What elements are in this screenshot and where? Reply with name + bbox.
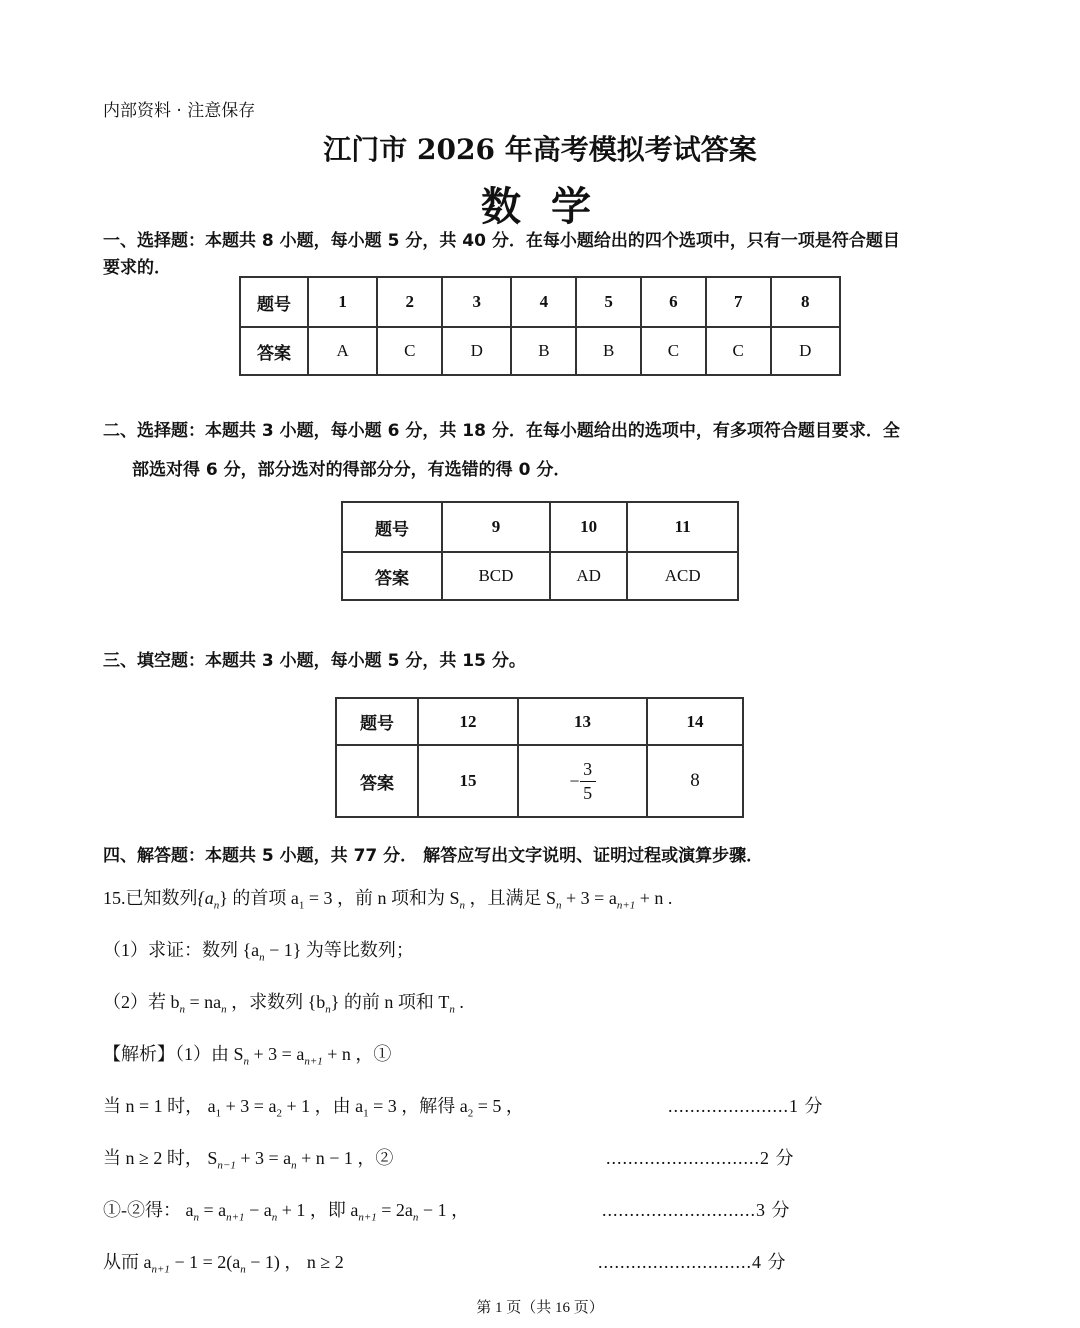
math-sub: n−1 — [217, 1159, 236, 1172]
question-cell: 8 — [771, 277, 840, 327]
solution-text: 【解析】（1）由 S — [103, 1044, 244, 1064]
confidential-notice: 内部资料 · 注意保存 — [103, 101, 256, 121]
problem15-part1 — [103, 936, 414, 964]
header-cell: 题号 — [342, 502, 442, 552]
table-row — [342, 502, 738, 552]
answer-cell: BCD — [442, 552, 550, 600]
section1-heading-cont: 要求的． — [103, 258, 171, 278]
math-sub: 1 — [215, 1107, 222, 1120]
solution-text: = 3 ，解得 a — [368, 1096, 468, 1116]
section2-heading-cont: 部选对得 6 分，部分选对的得部分分，有选错的得 0 分． — [132, 460, 571, 480]
answer-cell: D — [771, 327, 840, 375]
fraction-denominator: 5 — [583, 782, 593, 803]
answer-cell: ACD — [627, 552, 738, 600]
solution-text: = a — [198, 1200, 227, 1220]
math-sub: n — [221, 1003, 227, 1016]
part-text: ，求数列 {b — [226, 992, 326, 1012]
math-sub: n — [240, 1263, 246, 1276]
score-leader: ......................1 分 — [668, 1096, 824, 1116]
table-row — [336, 745, 743, 817]
solution-text: + n − 1 ，② — [296, 1148, 394, 1168]
solution-text: + 1 ，由 a — [281, 1096, 364, 1116]
part-text: − 1} 为等比数列； — [264, 940, 414, 960]
stem-text: = 3 ，前 n 项和为 S — [304, 888, 460, 908]
part-text: （2）若 b — [103, 992, 180, 1012]
page-number: 第 1 页（共 16 页） — [476, 1300, 604, 1316]
math-sub: n — [291, 1159, 297, 1172]
answer-cell: B — [511, 327, 576, 375]
stem-text: 15.已知数列 — [103, 888, 198, 908]
score-label: 2 分 — [760, 1148, 795, 1168]
solution-step1 — [103, 1092, 524, 1120]
part-text: . — [454, 992, 464, 1012]
solution-text: 当 n ≥ 2 时， S — [103, 1148, 218, 1168]
answer-cell: A — [308, 327, 377, 375]
solution-text: 从而 a — [103, 1252, 152, 1272]
solution-step4 — [103, 1248, 344, 1276]
math-sub: n+1 — [358, 1211, 377, 1224]
math-sub: 2 — [276, 1107, 282, 1120]
minus-sign: − — [569, 770, 580, 791]
math-sub: n — [556, 899, 562, 912]
header-cell: 答案 — [342, 552, 442, 600]
part-text: } 的前 n 项和 T — [330, 992, 450, 1012]
math-sub: n — [325, 1003, 331, 1016]
answer-cell: C — [377, 327, 442, 375]
answer-cell: D — [442, 327, 511, 375]
subject-title: 数 学 — [481, 183, 599, 230]
math-sub: n — [459, 899, 466, 912]
problem15-part2 — [103, 988, 464, 1016]
question-cell: 7 — [706, 277, 771, 327]
stem-text: + n . — [635, 888, 673, 908]
solution-text: ①-②得： a — [103, 1200, 194, 1220]
fraction — [580, 760, 596, 803]
header-cell: 答案 — [336, 745, 418, 817]
question-cell: 2 — [377, 277, 442, 327]
math-sub: n — [213, 899, 220, 912]
score-leader: ............................4 分 — [598, 1252, 787, 1272]
math-sub: n+1 — [616, 899, 636, 912]
table-row — [336, 698, 743, 745]
question-cell: 11 — [627, 502, 738, 552]
section2-heading: 二、选择题：本题共 3 小题，每小题 6 分，共 18 分．在每小题给出的选项中，有多项符合题目要求．全 — [103, 421, 900, 441]
solution-text: 当 n = 1 时， a — [103, 1096, 216, 1116]
math-sub: n — [412, 1211, 419, 1224]
solution-step3 — [103, 1196, 469, 1224]
problem15-stem — [103, 884, 672, 912]
math-sub: 1 — [363, 1107, 369, 1120]
question-cell: 6 — [641, 277, 706, 327]
question-cell: 1 — [308, 277, 377, 327]
answer-cell-fraction — [518, 745, 647, 817]
stem-text: + 3 = a — [561, 888, 617, 908]
part-text: = na — [185, 992, 222, 1012]
answer-cell: 15 — [418, 745, 518, 817]
section1-heading: 一、选择题：本题共 8 小题，每小题 5 分，共 40 分．在每小题给出的四个选项中，只有一项是符合题目 — [103, 231, 900, 251]
math-sub: n — [243, 1055, 250, 1068]
answer-cell: AD — [550, 552, 628, 600]
table-row — [240, 327, 840, 375]
stem-text: ，且满足 S — [465, 888, 557, 908]
solution-text: + 3 = a — [235, 1148, 292, 1168]
section1-answer-table — [239, 276, 841, 376]
question-cell: 4 — [511, 277, 576, 327]
math-sub: n+1 — [151, 1263, 170, 1276]
solution-text: + 3 = a — [249, 1044, 305, 1064]
score-leader: ............................2 分 — [606, 1148, 795, 1168]
score-leader: ............................3 分 — [602, 1200, 791, 1220]
math-sub: n+1 — [304, 1055, 323, 1068]
fraction-bar — [580, 781, 596, 782]
question-cell: 10 — [550, 502, 628, 552]
math-sub: n — [271, 1211, 278, 1224]
stem-text: } 的首项 a — [219, 888, 299, 908]
header-cell: 题号 — [240, 277, 308, 327]
question-cell: 9 — [442, 502, 550, 552]
solution-text: + 3 = a — [221, 1096, 277, 1116]
math-sub: 2 — [467, 1107, 474, 1120]
header-cell: 题号 — [336, 698, 418, 745]
part-text: （1）求证：数列 {a — [103, 940, 260, 960]
table-row — [342, 552, 738, 600]
solution-text: + n ，① — [322, 1044, 392, 1064]
score-label: 3 分 — [756, 1200, 791, 1220]
fraction-numerator: 3 — [583, 758, 593, 779]
section3-answer-table — [335, 697, 744, 818]
math-sub: n+1 — [226, 1211, 245, 1224]
solution-text: − 1 ， — [418, 1200, 470, 1220]
answer-cell: B — [576, 327, 641, 375]
question-cell: 13 — [518, 698, 647, 745]
math-sub: n — [259, 951, 265, 964]
question-cell: 5 — [576, 277, 641, 327]
solution-text: = 5 ， — [473, 1096, 524, 1116]
solution-text: − 1 = 2(a — [169, 1252, 241, 1272]
math-sub: n — [449, 1003, 455, 1016]
section2-answer-table — [341, 501, 739, 601]
solution-step2 — [103, 1144, 393, 1172]
section4-heading: 四、解答题：本题共 5 小题，共 77 分． 解答应写出文字说明、证明过程或演算步骤． — [103, 846, 764, 866]
answer-cell: 8 — [647, 745, 743, 817]
score-label: 1 分 — [789, 1096, 824, 1116]
answer-cell: C — [706, 327, 771, 375]
section3-heading: 三、填空题：本题共 3 小题，每小题 5 分，共 15 分。 — [103, 651, 526, 671]
header-cell: 答案 — [240, 327, 308, 375]
math-text: {a — [197, 888, 214, 908]
solution-text: − a — [244, 1200, 272, 1220]
table-row — [240, 277, 840, 327]
answer-cell: C — [641, 327, 706, 375]
solution-intro — [103, 1040, 391, 1068]
question-cell: 12 — [418, 698, 518, 745]
solution-text: − 1) ， n ≥ 2 — [245, 1252, 344, 1272]
math-sub: n — [193, 1211, 199, 1224]
question-cell: 3 — [442, 277, 511, 327]
solution-text: + 1 ，即 a — [277, 1200, 359, 1220]
question-cell: 14 — [647, 698, 743, 745]
math-sub: n — [179, 1003, 185, 1016]
solution-text: = 2a — [376, 1200, 413, 1220]
score-label: 4 分 — [752, 1252, 787, 1272]
math-sub: 1 — [298, 899, 305, 912]
page-title: 江门市 2026 年高考模拟考试答案 — [323, 133, 757, 166]
